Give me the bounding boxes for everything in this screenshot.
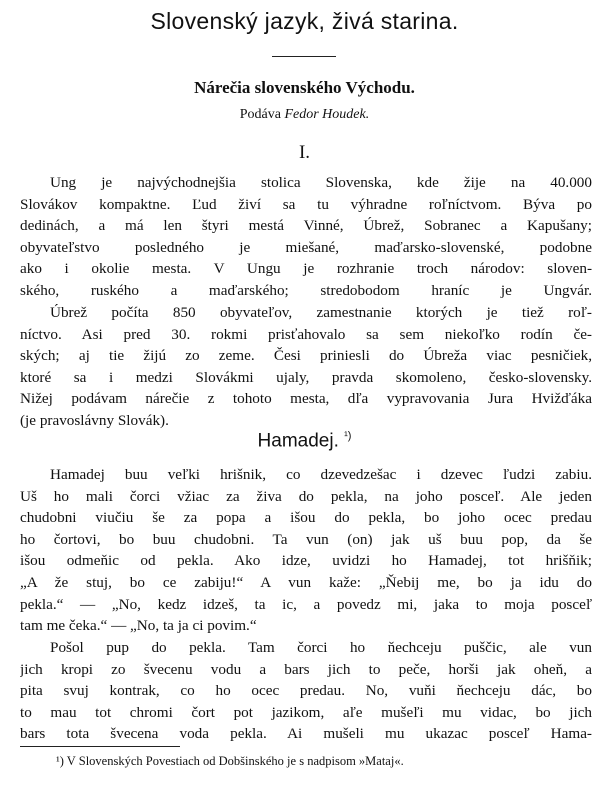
paragraph-2 — [20, 302, 592, 432]
text-line: chudobni viučiu še za popa a išou do pekla, bo joho ocec predau — [20, 509, 592, 527]
footnote-marker: ¹) — [344, 430, 352, 442]
footnote-divider — [20, 746, 180, 747]
text-line: pekla.“ — „No, kedz idzeš, ta ic, a povedz mi, jaka to moja posceľ — [20, 595, 592, 613]
text-line: níctvo. Asi pred 30. rokmi prisťahovalo sa sem niekoľko rodín če- — [20, 325, 592, 343]
text-line: Uš ho mali čorci vžiac za živa do pekla, na joho posceľ. Ale jeden — [20, 487, 592, 505]
text-line: Slovákov kompaktne. Ľud živí sa tu výhradne roľníctvom. Býva po — [20, 195, 592, 213]
story-title-text: Hamadej. — [257, 430, 339, 452]
section-title: Nárečia slovenského Východu. — [194, 78, 415, 97]
text-line: „A že stuj, bo ce zabiju!“ A vun kaže: „Ňebij me, bo ja idu do — [20, 573, 592, 591]
text-line: Pošol pup do pekla. Tam čorci ho ňechceju puščic, ale vun — [50, 639, 592, 656]
text-line: išou odmeňic od pekla. Ako idze, uvidzi ho Hamadej, tot hrišňik; — [20, 552, 592, 570]
text-line: tam me čeka.“ — „No, ta ja ci povim.“ — [20, 617, 257, 635]
text-line: to mau tot chromi čort pot jazikom, aľe mušeľi mu vidac, bo jich — [20, 703, 592, 721]
page-title: Slovenský jazyk, živá starina. — [150, 8, 459, 34]
byline-author: Fedor Houdek. — [284, 107, 370, 122]
text-line: Hamadej buu veľki hrišnik, co dzevedzešac i dzevec ľudzi zabiu. — [50, 466, 592, 483]
text-line: dedinách, a má len štyri mestá Vinné, Úbrež, Sobranec a Kapušany; — [20, 217, 592, 235]
chapter-numeral: I. — [298, 142, 311, 163]
text-line: jich kropi zo švecenu vodu a bars jich to peče, horši jak oheň, a — [20, 660, 592, 678]
footnote: ¹) V Slovenských Povestiach od Dobšinského je s nadpisom »Mataj«. — [56, 754, 404, 768]
paragraph-1 — [20, 172, 592, 302]
text-line: Ung je najvýchodnejšia stolica Slovenska, kde žije na 40.000 — [50, 174, 592, 191]
title-divider — [272, 56, 336, 57]
text-line: ako i okolie mesta. V Ungu je rozhranie troch národov: sloven- — [20, 260, 592, 278]
text-line: ho čortovi, bo buu chudobni. Ta vun (on) jak uš buu pop, da še — [20, 530, 592, 548]
text-line: Nižej podávam nárečie z tohoto mesta, dľa vypravovania Jura Hvižďáka — [20, 390, 592, 408]
text-line: obyvateľstvo posledného je miešané, maďarsko-slovenské, podobne — [20, 238, 592, 256]
byline — [0, 107, 609, 123]
text-line: (je pravoslávny Slovák). — [20, 411, 169, 429]
text-line: ských; aj tie žijú zo zeme. Česi priniesli do Úbreža viac pesničiek, — [20, 347, 592, 365]
text-line: bars tota švecena voda pekla. Ai mušeli mu ukazac posceľ Hama- — [20, 725, 592, 743]
text-line: pita svuj kontrak, co ho ocec predau. No, vuňi ňechceju dác, bo — [20, 682, 592, 700]
text-line: ského, ruského a maďarského; stredobodom hraníc je Ungvár. — [20, 281, 592, 299]
byline-prefix: Podáva — [239, 107, 281, 122]
text-line: ktoré sa i medzi Slovákmi ujaly, pravda skomoleno, česko-slovensky. — [20, 368, 592, 386]
story-title — [0, 430, 609, 452]
paragraph-4 — [20, 637, 592, 745]
paragraph-3 — [20, 464, 592, 637]
text-line: Úbrež počíta 850 obyvateľov, zamestnanie ktorých je tiež roľ- — [50, 304, 592, 321]
